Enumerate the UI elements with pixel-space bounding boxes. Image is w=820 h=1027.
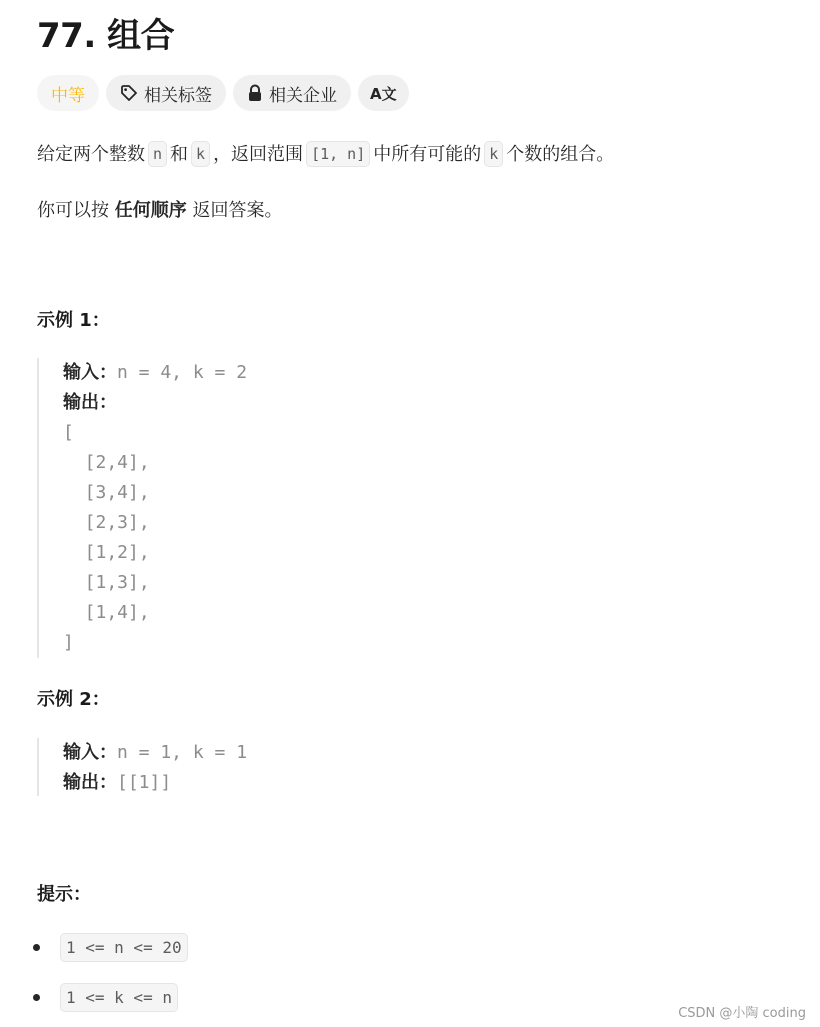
desc-text: 中所有可能的 [373,144,482,165]
desc-text: 和 [170,144,189,165]
input-value: n = 1, k = 1 [117,742,248,763]
output-line: [1,3], [63,572,150,593]
related-companies-button[interactable] [233,75,351,111]
output-line: [1,2], [63,542,150,563]
translate-button[interactable] [358,75,409,111]
watermark: CSDN @小陶 coding [678,1006,806,1021]
hint-item [33,933,188,962]
hints-heading: 提示： [37,884,91,905]
output-line: [3,4], [63,482,150,503]
inline-code-k: k [484,141,503,167]
related-tags-button[interactable] [106,75,226,111]
lock-icon [247,84,263,102]
inline-code-k: k [191,141,210,167]
related-tags-label: 相关标签 [144,85,212,106]
translate-icon: A文 [370,84,397,103]
hint-code: 1 <= n <= 20 [60,933,188,962]
desc-text: 个数的组合。 [506,144,615,165]
example-2-block [37,738,247,796]
desc-text: 给定两个整数 [37,144,145,165]
description-line-2 [37,196,282,222]
tag-bar [37,75,409,111]
desc-text: ，返回范围 [213,144,304,165]
input-label: 输入： [63,362,117,383]
description-line-1 [37,140,614,166]
desc-text: 你可以按 [37,200,109,221]
hint-code: 1 <= k <= n [60,983,178,1012]
output-label: 输出： [63,392,117,413]
inline-code-range: [1, n] [306,141,370,167]
difficulty-badge[interactable]: 中等 [37,75,99,111]
output-line: [ [63,422,74,443]
related-companies-label: 相关企业 [269,85,337,106]
bullet-icon [33,944,40,951]
hint-item [33,983,178,1012]
output-line: [2,3], [63,512,150,533]
input-value: n = 4, k = 2 [117,362,248,383]
example-1-block [37,358,247,658]
example-1-heading: 示例 1： [37,310,110,331]
output-line: [1,4], [63,602,150,623]
input-label: 输入： [63,742,117,763]
output-line: ] [63,632,74,653]
example-2-heading: 示例 2： [37,689,110,710]
output-value: [[1]] [117,772,172,793]
tag-icon [120,84,138,102]
bullet-icon [33,994,40,1001]
problem-title: 77. 组合 [37,16,175,56]
desc-text: 返回答案。 [192,200,283,221]
desc-bold-text: 任何顺序 [114,200,187,221]
output-line: [2,4], [63,452,150,473]
output-label: 输出： [63,772,117,793]
inline-code-n: n [148,141,167,167]
